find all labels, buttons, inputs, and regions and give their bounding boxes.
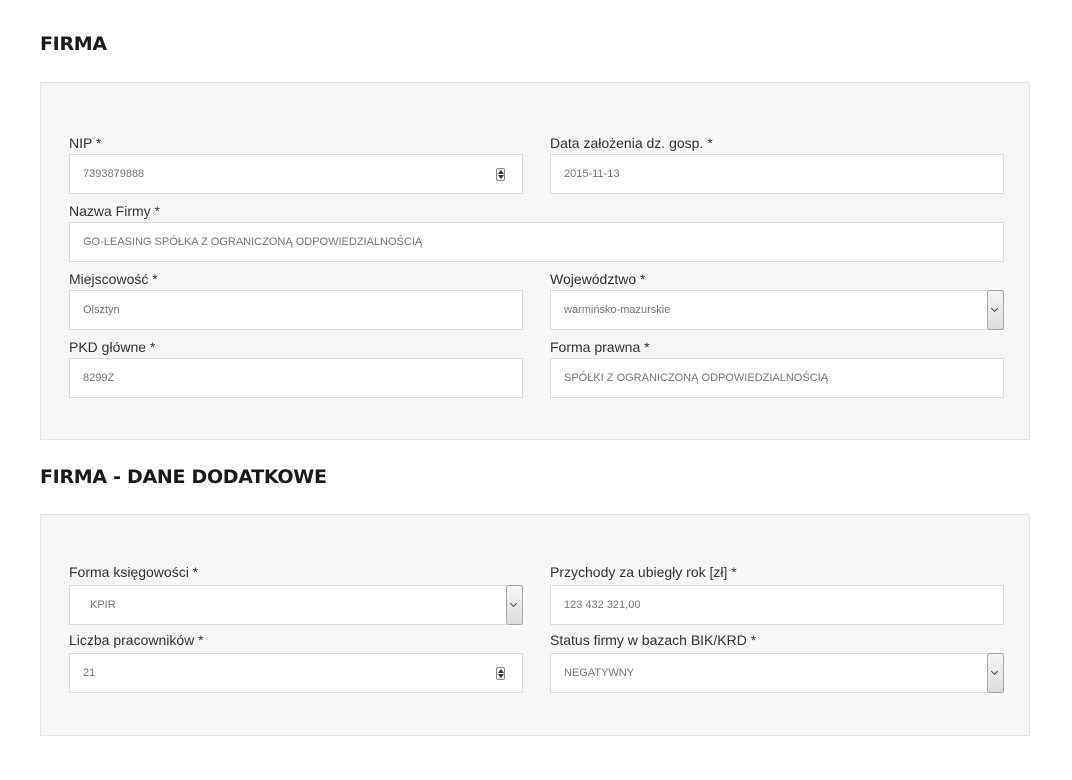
forma-ksiegowosci-selected-value: KPIR — [90, 599, 116, 611]
liczba-pracownikow-input[interactable] — [83, 654, 485, 692]
chevron-down-icon[interactable] — [506, 585, 523, 625]
miejscowosc-input-box[interactable] — [69, 290, 523, 330]
dane-dodatkowe-panel — [40, 514, 1030, 736]
nip-label: NIP * — [69, 135, 102, 151]
nazwa-firmy-input[interactable] — [83, 223, 966, 261]
forma-ksiegowosci-label: Forma księgowości * — [69, 564, 199, 580]
wojewodztwo-selected-value: warmińsko-mazurskie — [564, 304, 671, 316]
nazwa-firmy-input-box[interactable] — [69, 222, 1004, 262]
status-bik-select[interactable] — [550, 653, 1004, 693]
przychody-input[interactable] — [564, 586, 966, 624]
firma-panel — [40, 82, 1030, 440]
number-spinner-icon[interactable] — [496, 667, 505, 680]
forma-prawna-input[interactable] — [564, 359, 966, 397]
liczba-pracownikow-input-box[interactable] — [69, 653, 523, 693]
data-zalozenia-input[interactable] — [564, 155, 966, 193]
section-title-firma: FIRMA — [40, 33, 107, 55]
forma-prawna-label: Forma prawna * — [550, 339, 650, 355]
data-zalozenia-label: Data założenia dz. gosp. * — [550, 135, 713, 151]
chevron-down-icon[interactable] — [987, 290, 1004, 330]
przychody-input-box[interactable] — [550, 585, 1004, 625]
chevron-down-icon[interactable] — [987, 653, 1004, 693]
forma-prawna-input-box[interactable] — [550, 358, 1004, 398]
pkd-input-box[interactable] — [69, 358, 523, 398]
number-spinner-icon[interactable] — [496, 168, 505, 181]
miejscowosc-label: Miejscowość * — [69, 271, 158, 287]
liczba-pracownikow-label: Liczba pracowników * — [69, 632, 204, 648]
miejscowosc-input[interactable] — [83, 291, 485, 329]
pkd-label: PKD główne * — [69, 339, 156, 355]
section-title-dane-dodatkowe: FIRMA - DANE DODATKOWE — [40, 466, 327, 488]
nip-input-box[interactable] — [69, 154, 523, 194]
status-bik-selected-value: NEGATYWNY — [564, 667, 635, 679]
nip-input[interactable] — [83, 155, 485, 193]
nazwa-firmy-label: Nazwa Firmy * — [69, 203, 161, 219]
pkd-input[interactable] — [83, 359, 485, 397]
wojewodztwo-label: Województwo * — [550, 271, 646, 287]
wojewodztwo-select[interactable] — [550, 290, 1004, 330]
przychody-label: Przychody za ubiegły rok [zł] * — [550, 564, 737, 580]
data-zalozenia-input-box[interactable] — [550, 154, 1004, 194]
forma-ksiegowosci-select[interactable] — [69, 585, 523, 625]
status-bik-label: Status firmy w bazach BIK/KRD * — [550, 632, 757, 648]
